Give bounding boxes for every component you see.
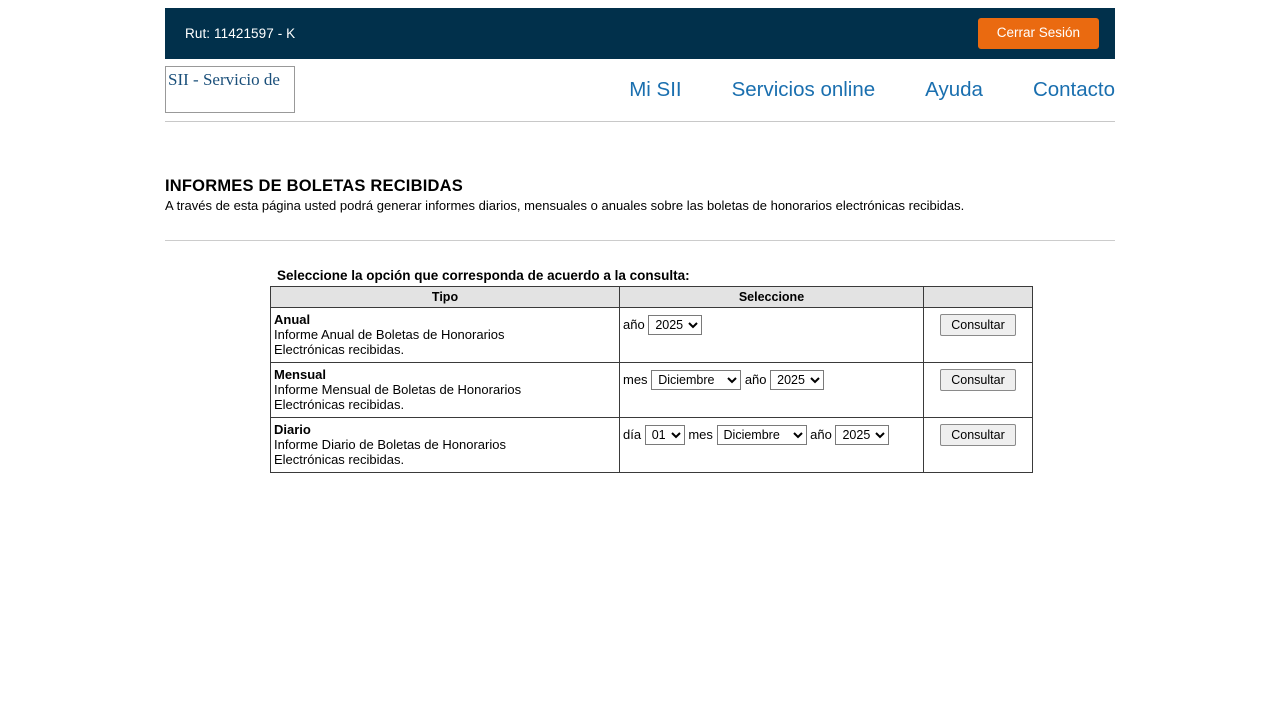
- column-header-accion: [924, 287, 1033, 308]
- main-navigation: [604, 59, 1115, 121]
- sii-logo-broken-image[interactable]: [165, 66, 295, 113]
- tipo-title-anual: Anual: [274, 312, 311, 327]
- cell-tipo-mensual: [271, 363, 620, 418]
- select-dia-diario[interactable]: [645, 425, 685, 445]
- label-mes-diario: mes: [688, 427, 713, 442]
- tipo-desc-mensual-line2: Electrónicas recibidas.: [274, 397, 405, 412]
- nav-item-ayuda[interactable]: Ayuda: [925, 78, 983, 101]
- cell-seleccione-diario: [620, 418, 924, 473]
- select-anio-mensual[interactable]: [770, 370, 824, 390]
- tipo-desc-mensual-line1: Informe Mensual de Boletas de Honorarios: [274, 382, 522, 397]
- nav-item-contacto[interactable]: Contacto: [1032, 78, 1115, 101]
- rut-label: Rut: 11421597 - K: [185, 26, 296, 41]
- table-row-mensual: [271, 363, 1033, 418]
- divider: [165, 240, 1115, 241]
- cell-accion-diario: [924, 418, 1033, 473]
- consultar-button-anual[interactable]: Consultar: [940, 314, 1016, 336]
- consultar-button-mensual[interactable]: Consultar: [940, 369, 1016, 391]
- nav-item-mi-sii[interactable]: Mi SII: [629, 78, 682, 101]
- tipo-desc-diario-line1: Informe Diario de Boletas de Honorarios: [274, 437, 506, 452]
- table-row-anual: [271, 308, 1033, 363]
- nav-item-servicios-online[interactable]: Servicios online: [731, 78, 876, 101]
- table-row-diario: [271, 418, 1033, 473]
- tipo-desc-anual-line2: Electrónicas recibidas.: [274, 342, 405, 357]
- site-header: [165, 59, 1115, 122]
- select-anio-diario[interactable]: [835, 425, 889, 445]
- cell-seleccione-anual: [620, 308, 924, 363]
- page-subtitle: A través de esta página usted podrá generar informes diarios, mensuales o anuales sobre las boletas de honorarios electrónicas recibidas.: [165, 198, 965, 213]
- select-mes-diario[interactable]: [717, 425, 807, 445]
- logout-button[interactable]: Cerrar Sesión: [978, 18, 1099, 49]
- select-mes-mensual[interactable]: [651, 370, 741, 390]
- label-mes-mensual: mes: [623, 372, 648, 387]
- instruction-label: Seleccione la opción que corresponda de acuerdo a la consulta:: [277, 268, 690, 283]
- consultar-button-diario[interactable]: Consultar: [940, 424, 1016, 446]
- label-anio-anual: año: [623, 317, 645, 332]
- tipo-desc-diario-line2: Electrónicas recibidas.: [274, 452, 405, 467]
- select-anio-anual[interactable]: [648, 315, 702, 335]
- label-anio-mensual: año: [744, 372, 767, 387]
- label-anio-diario: año: [810, 427, 832, 442]
- cell-accion-mensual: [924, 363, 1033, 418]
- report-options-table: [270, 286, 1033, 473]
- page-title: INFORMES DE BOLETAS RECIBIDAS: [165, 177, 463, 195]
- top-bar: [165, 8, 1115, 59]
- column-header-seleccione: Seleccione: [620, 287, 924, 308]
- cell-accion-anual: [924, 308, 1033, 363]
- table-header-row: [271, 287, 1033, 308]
- label-dia-diario: día: [623, 427, 642, 442]
- cell-seleccione-mensual: [620, 363, 924, 418]
- tipo-title-diario: Diario: [274, 422, 311, 437]
- tipo-desc-anual-line1: Informe Anual de Boletas de Honorarios: [274, 327, 505, 342]
- tipo-title-mensual: Mensual: [274, 367, 327, 382]
- cell-tipo-anual: [271, 308, 620, 363]
- logo-alt-text: SII - Servicio de: [168, 70, 280, 89]
- cell-tipo-diario: [271, 418, 620, 473]
- column-header-tipo: Tipo: [271, 287, 620, 308]
